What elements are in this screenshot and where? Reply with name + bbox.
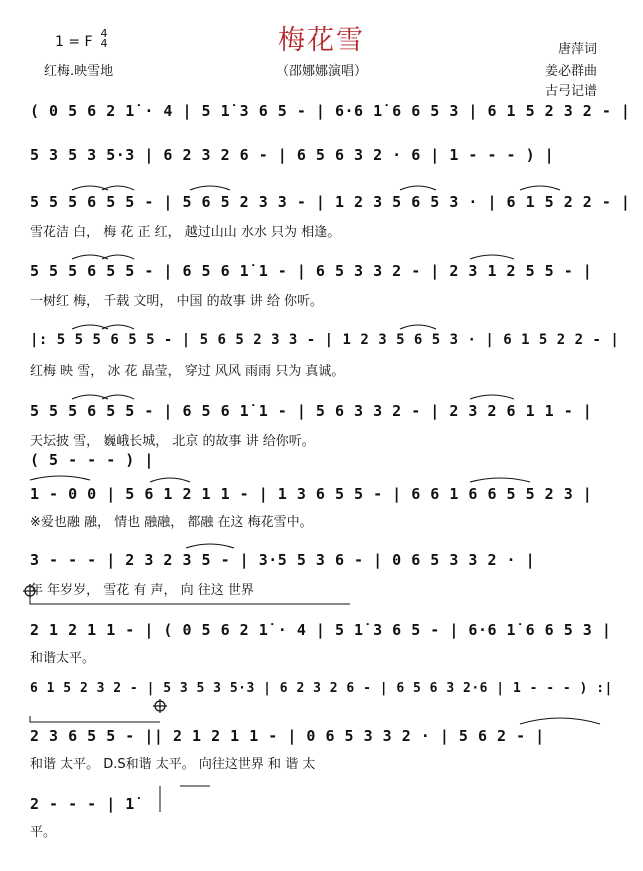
key-signature: 1 = F — [55, 34, 93, 50]
score-row-8-lyric: ※爱也融 融， 情也 融融， 都融 在这 梅花雪中。 — [30, 515, 313, 530]
tie-mark — [30, 476, 90, 480]
slur-mark — [186, 544, 234, 548]
transcriber-credit: 古弓记谱 — [544, 84, 597, 99]
slur-mark — [470, 478, 530, 482]
slur-mark — [400, 325, 436, 329]
slur-mark — [520, 186, 560, 190]
score-row-10-lyric: 和谐太平。 — [30, 651, 96, 666]
score-row-1-notes: ( 0 5 6 2 1̇ · 4 | 5 1̇ 3 6 5 - | 6·6 1̇ 6 6 5 3 | 6 1 5 2 3 2 - | — [30, 102, 631, 120]
score-row-9-notes: 3 - - - | 2 3 2 3 5 - | 3·5 5 3 6 - | 0 6 5 3 3 2 · | — [30, 551, 536, 569]
score-row-9-lyric: 年 年岁岁， 雪花 有 声， 向 往这 世界 — [30, 583, 254, 598]
score-row-6-notes: 5 5 5 6 5 5 - | 6 5 6 1̇ 1 - | 5 6 3 3 2 - | 2 3 2 6 1 1 - | — [30, 402, 593, 420]
score-row-13-lyric: 平。 — [30, 825, 57, 840]
slur-mark — [470, 255, 514, 259]
slur-mark — [400, 186, 436, 190]
time-bottom: 4 — [100, 37, 108, 50]
score-row-6-lyric: 天坛披 雪， 巍峨长城， 北京 的故事 讲 给你听。 — [30, 434, 315, 449]
score-row-13-notes: 2 - - - | 1̇ — [30, 795, 135, 813]
singer-credit: （邵娜娜演唱） — [275, 64, 367, 79]
score-row-3-notes: 5 5 5 6 5 5 - | 5 6 5 2 3 3 - | 1 2 3 5 6 5 3 · | 6 1 5 2 2 - | — [30, 193, 631, 211]
lyricist-credit: 唐萍词 — [557, 42, 597, 57]
score-row-5-lyric: 红梅 映 雪， 冰 花 晶莹， 穿过 风风 雨雨 只为 真诚。 — [30, 364, 345, 379]
score-row-4-notes: 5 5 5 6 5 5 - | 6 5 6 1̇ 1 - | 6 5 3 3 2 - | 2 3 1 2 5 5 - | — [30, 262, 593, 280]
tie-mark — [520, 718, 600, 724]
slur-mark — [150, 478, 190, 482]
score-row-8-notes: 1 - 0 0 | 5 6 1 2 1 1 - | 1 3 6 5 5 - | 6 6 1 6 6 5 5 2 3 | — [30, 485, 593, 503]
score-row-10-notes: 2 1 2 1 1 - | ( 0 5 6 2 1̇ · 4 | 5 1̇ 3 6 5 - | 6·6 1̇ 6 6 5 3 | — [30, 621, 612, 639]
score-row-12-notes: 2 3 6 5 5 - || 2 1 2 1 1 - | 0 6 5 3 3 2 · | 5 6 2 - | — [30, 727, 545, 745]
score-row-12-lyric: 和谐 太平。 D.S和谐 太平。 向往这世界 和 谐 太 — [30, 757, 316, 772]
score-row-3-lyric: 雪花洁 白， 梅 花 正 红， 越过山山 水水 只为 相逢。 — [30, 225, 341, 240]
score-row-2-notes: 5 3 5 3 5·3 | 6 2 3 2 6 - | 6 5 6 3 2 · 6 | 1 - - - ) | — [30, 146, 555, 164]
song-title: 梅花雪 — [278, 25, 365, 56]
song-subtitle: 红梅.映雪地 — [44, 64, 114, 79]
score-row-7-notes: ( 5 - - - ) | — [30, 451, 154, 469]
score-row-11-notes: 6 1 5 2 3 2 - | 5 3 5 3 5·3 | 6 2 3 2 6 - | 6 5 6 3 2·6 | 1 - - - ) :| — [30, 681, 613, 696]
slur-mark — [190, 186, 230, 190]
slur-mark — [470, 395, 514, 399]
time-top: 4 — [100, 27, 108, 40]
composer-credit: 姜必群曲 — [544, 64, 597, 79]
volta-bracket — [30, 716, 160, 722]
score-row-5-notes: |: 5 5 5 6 5 5 - | 5 6 5 2 3 3 - | 1 2 3 5 6 5 3 · | 6 1 5 2 2 - | — [30, 332, 620, 348]
volta-bracket — [30, 598, 350, 604]
score-row-4-lyric: 一树红 梅， 千载 文明， 中国 的故事 讲 给 你听。 — [30, 294, 324, 309]
